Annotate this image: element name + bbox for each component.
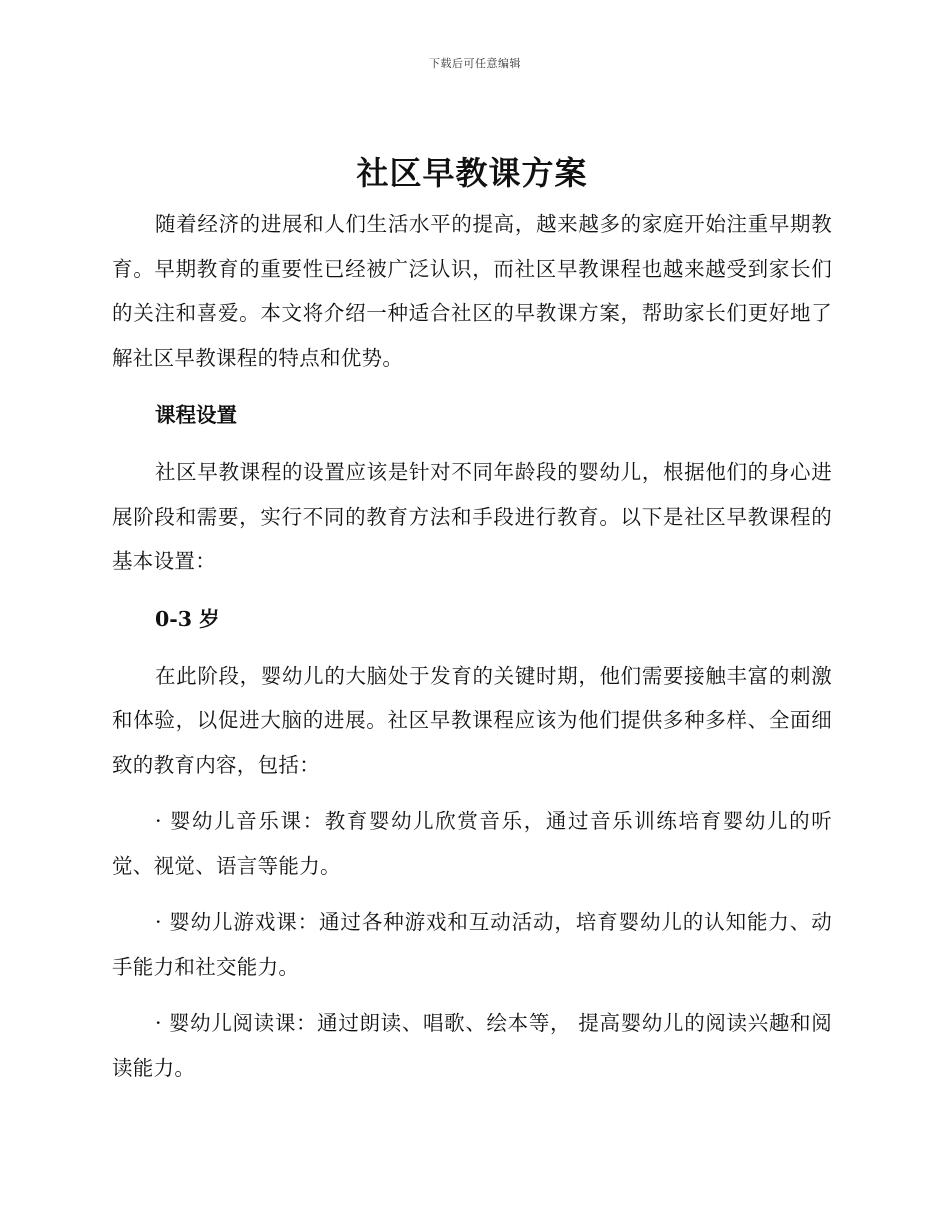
section-heading-age-0-3: 0-3 岁 [155,606,220,631]
course-setup-paragraph: 社区早教课程的设置应该是针对不同年龄段的婴幼儿，根据他们的身心进展阶段和需要，实行不同的教育方法和手段进行教育。以下是社区早教课程的基本设置： [112,460,832,573]
intro-paragraph: 随着经济的进展和人们生活水平的提高，越来越多的家庭开始注重早期教育。早期教育的重要性已经被广泛认识，而社区早教课程也越来越受到家长们的关注和喜爱。本文将介绍一种适合社区的早教课方案，帮助家长们更好地了解社区早教课程的特点和优势。 [112,212,832,370]
list-item-game-class: · 婴幼儿游戏课：通过各种游戏和互动活动，培育婴幼儿的认知能力、动手能力和社交能力。 [112,910,832,979]
age-0-3-paragraph: 在此阶段，婴幼儿的大脑处于发育的关键时期，他们需要接触丰富的刺激和体验，以促进大脑的进展。社区早教课程应该为他们提供多种多样、全面细致的教育内容，包括： [112,663,832,777]
page-title: 社区早教课方案 [356,154,588,192]
list-item-reading-class: · 婴幼儿阅读课：通过朗读、唱歌、绘本等， 提高婴幼儿的阅读兴趣和阅读能力。 [112,1011,832,1080]
section-heading-course-setup: 课程设置 [155,403,237,427]
document-body [112,150,832,1102]
header-note: 下载后可任意编辑 [429,57,521,70]
list-item-music-class: · 婴幼儿音乐课：教育婴幼儿欣赏音乐，通过音乐训练培育婴幼儿的听觉、视觉、语言等能力。 [112,809,832,878]
